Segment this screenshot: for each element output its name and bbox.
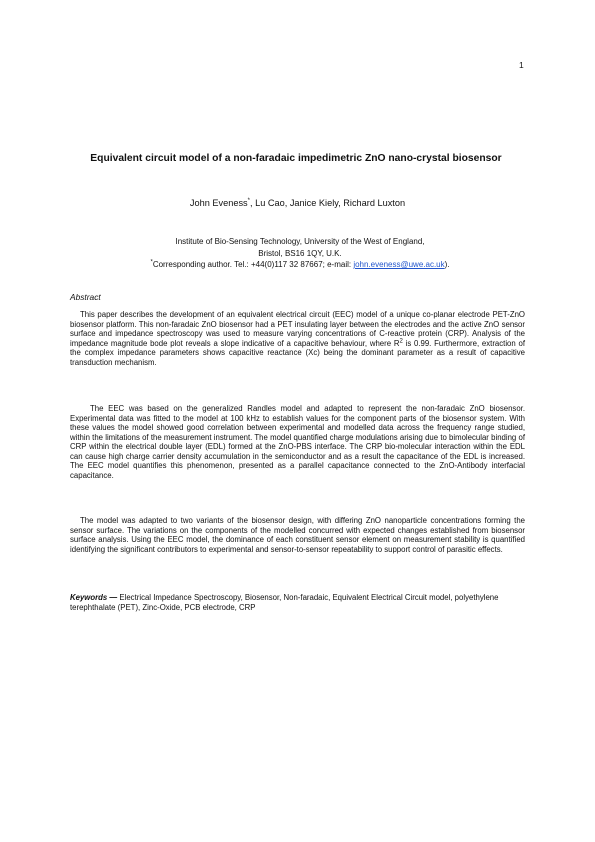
abstract-paragraph-1 <box>70 310 525 367</box>
abstract-p1-part-a: This paper describes the development of an equivalent electrical circuit (EEC) model of a unique co-planar electrode PET-ZnO biosensor platform. This non-faradaic ZnO biosensor had a PET insulating layer between the electrodes and the active ZnO sensor surface and impedance spectroscopy was used to measure varying concentrations of C-reactive protein (CRP). Analysis of the impedance magnitude bode plot reveals a slope indicative of a capacitive behaviour, where R <box>70 310 525 348</box>
r-squared-superscript: 2 <box>399 337 403 344</box>
corresponding-end: ). <box>444 260 450 269</box>
affiliation-line-1: Institute of Bio-Sensing Technology, University of the West of England, <box>175 237 425 246</box>
keywords-label: Keywords — <box>70 593 118 602</box>
abstract-p1-part-b: is 0.99. Furthermore, extraction of the complex impedance parameters shows capacitive reactance (Xc) being the dominant parameter as a result of capacitive transduction mechanism. <box>70 338 526 367</box>
keywords <box>70 593 525 613</box>
corresponding-author-mark: * <box>247 197 250 204</box>
author-list <box>90 197 505 209</box>
abstract-heading: Abstract <box>70 292 101 302</box>
abstract-paragraph-2: The EEC was based on the generalized Randles model and adapted to represent the non-faradaic ZnO biosensor. Experimental data was fitted to the model at 100 kHz to establish values for the component parts of the biosensor system. With these values the model showed good correlation between experimental and modelled data across the frequency range studied, within the limitations of the measurement instrument. The model quantified charge modulations arising due to bimolecular binding of CRP within the electrical double layer (EDL) formed at the ZnO-PBS interface. The CRP bio-molecular interaction within the EDL can cause high charge carrier density accumulation in the semiconductor and as a result the capacitance of the EDL is increased. The EEC model quantifies this phenomenon, presented as a parallel capacitance connected to the ZnO-Antibody interfacial capacitance. <box>70 404 525 480</box>
abstract-paragraph-3: The model was adapted to two variants of the biosensor design, with differing ZnO nanoparticle concentrations forming the sensor surface. The variations on the components of the modelled concurred with expected changes established from biosensor surface analysis. Using the EEC model, the dominance of each constituent sensor element on measurement stability is quantified identifying the significant contributors to experimental and sensor-to-sensor repeatability to support control of parasitic effects. <box>70 516 525 554</box>
paper-title: Equivalent circuit model of a non-faradaic impedimetric ZnO nano-crystal biosensor <box>90 153 502 164</box>
author-others: , Lu Cao, Janice Kiely, Richard Luxton <box>249 198 406 208</box>
affiliation-line-2: Bristol, BS16 1QY, U.K. <box>258 248 342 258</box>
corresponding-mark: * <box>150 259 153 266</box>
email-link[interactable]: john.eveness@uwe.ac.uk <box>353 260 445 269</box>
corresponding-author-line <box>100 259 500 271</box>
page-number: 1 <box>519 60 524 70</box>
keywords-text: Electrical Impedance Spectroscopy, Biosensor, Non-faradaic, Equivalent Electrical Circuit model, polyethylene terephthalate (PET), Zinc-Oxide, PCB electrode, CRP <box>70 593 499 612</box>
author-first: John Eveness <box>189 198 248 208</box>
affiliation-block <box>100 236 500 271</box>
corresponding-text: Corresponding author. Tel.: +44(0)117 32 87667; e-mail: <box>152 260 354 269</box>
